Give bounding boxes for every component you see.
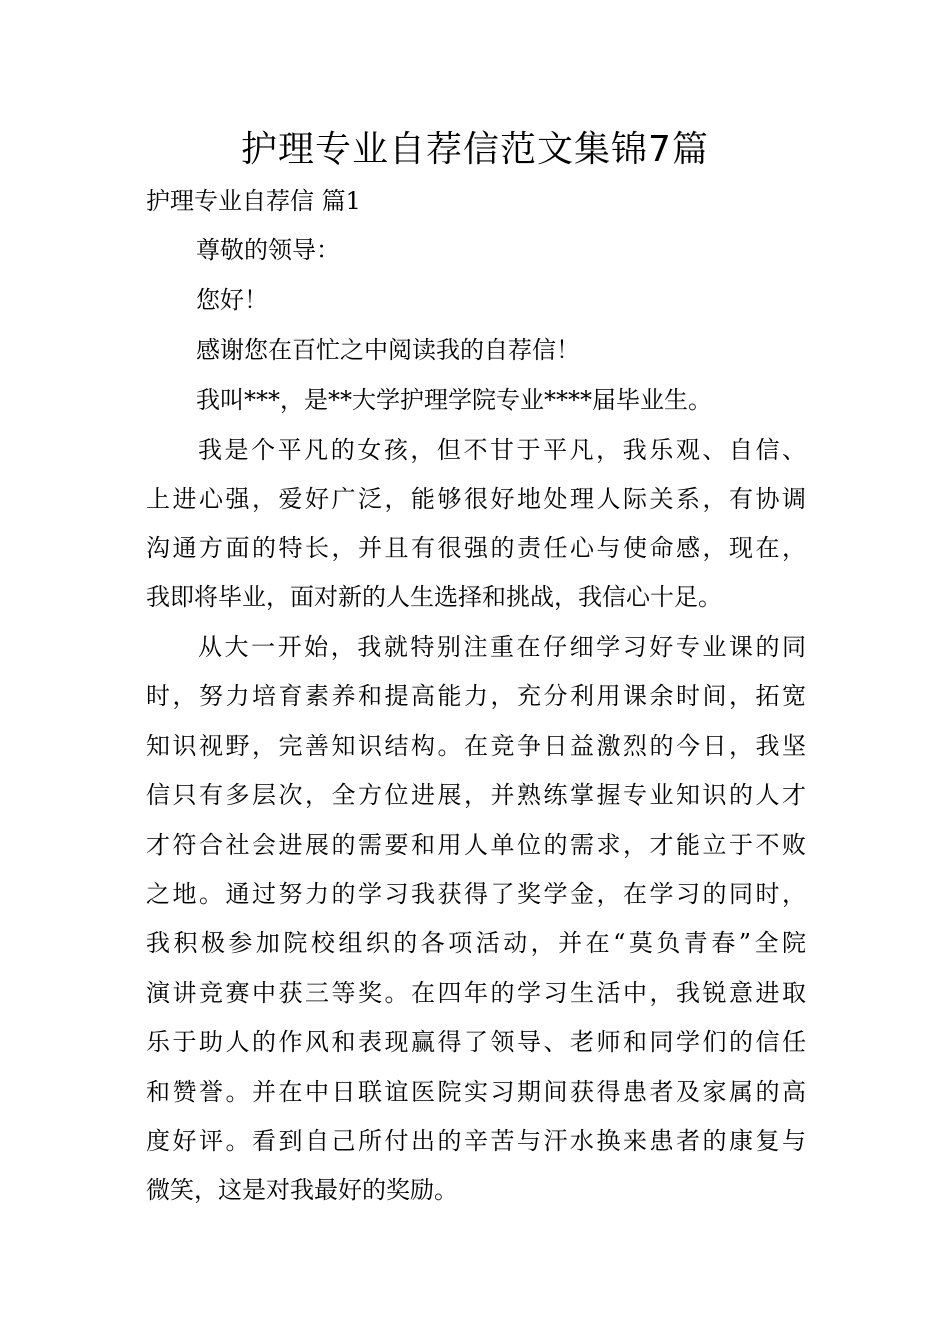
paragraph-line: 演讲竞赛中获三等奖。在四年的学习生活中，我锐意进取 (146, 979, 806, 1007)
paragraph-line: 微笑，这是对我最好的奖励。 (146, 1176, 458, 1204)
thanks-line: 感谢您在百忙之中阅读我的自荐信！ (196, 336, 580, 364)
paragraph-line: 时，努力培育素养和提高能力，充分利用课余时间，拓宽 (146, 682, 806, 710)
paragraph-line: 信只有多层次，全方位进展，并熟练掌握专业知识的人才 (146, 781, 806, 809)
paragraph-line: 从大一开始，我就特别注重在仔细学习好专业课的同 (198, 633, 806, 661)
paragraph-line: 之地。通过努力的学习我获得了奖学金，在学习的同时， (146, 880, 806, 908)
paragraph-line: 沟通方面的特长，并且有很强的责任心与使命感，现在， (146, 534, 806, 562)
paragraph-line: 我积极参加院校组织的各项活动，并在“莫负青春”全院 (146, 929, 806, 957)
paragraph-line: 才符合社会进展的需要和用人单位的需求，才能立于不败 (146, 831, 806, 859)
document-title: 护理专业自荐信范文集锦7篇 (241, 129, 709, 170)
paragraph-line: 和赞誉。并在中日联谊医院实习期间获得患者及家属的高 (146, 1078, 806, 1106)
paragraph-line: 我即将毕业，面对新的人生选择和挑战，我信心十足。 (146, 583, 722, 611)
paragraph-line: 度好评。看到自己所付出的辛苦与汗水换来患者的康复与 (146, 1127, 806, 1155)
paragraph-line: 我是个平凡的女孩，但不甘于平凡，我乐观、自信、 (198, 436, 806, 464)
paragraph-line: 上进心强，爱好广泛，能够很好地处理人际关系，有协调 (146, 485, 806, 513)
paragraph-line: 乐于助人的作风和表现赢得了领导、老师和同学们的信任 (146, 1028, 806, 1056)
section-heading: 护理专业自荐信 篇1 (146, 187, 361, 215)
paragraph-line: 知识视野，完善知识结构。在竞争日益激烈的今日，我坚 (146, 732, 806, 760)
salutation: 尊敬的领导： (196, 236, 340, 264)
intro-line: 我叫***，是**大学护理学院专业****届毕业生。 (196, 386, 712, 414)
greeting: 您好！ (196, 286, 268, 314)
